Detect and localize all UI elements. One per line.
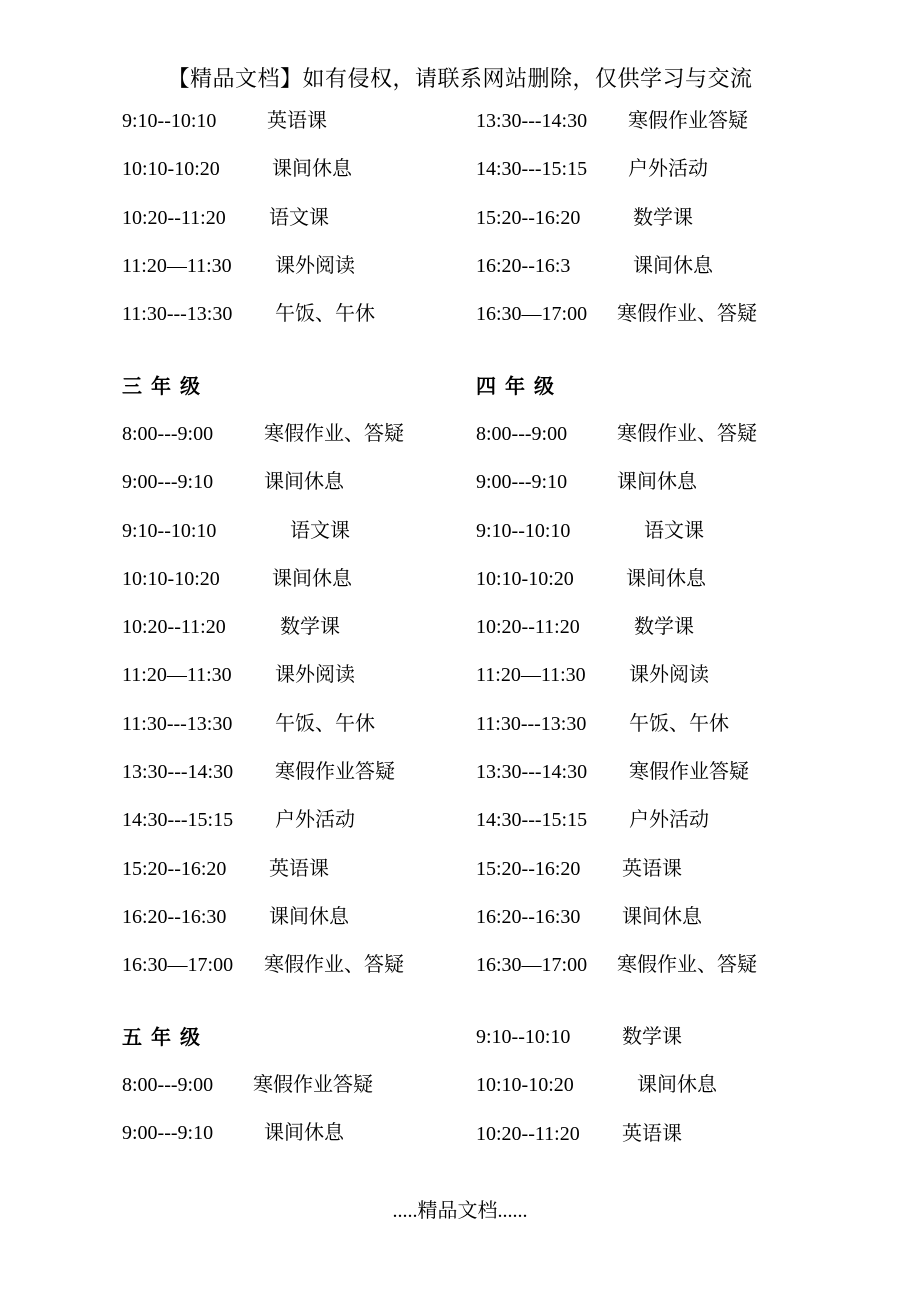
activity: 午饭、午休 — [275, 303, 375, 326]
time-slot: 15:20--16:20 — [476, 857, 581, 880]
activity: 寒假作业、答疑 — [264, 423, 404, 445]
time-slot: 9:00---9:10 — [122, 1122, 214, 1145]
time-slot: 8:00---9:00 — [122, 423, 214, 445]
activity: 语文课 — [290, 519, 350, 542]
time-slot: 11:30---13:30 — [476, 712, 587, 735]
activity: 户外活动 — [628, 158, 708, 181]
schedule-row — [476, 202, 896, 250]
activity: 课间休息 — [272, 158, 352, 181]
activity: 寒假作业、答疑 — [617, 303, 757, 326]
time-slot: 10:20--11:20 — [122, 206, 226, 229]
time-slot: 9:10--10:10 — [476, 1026, 571, 1048]
time-slot: 9:10--10:10 — [122, 519, 217, 542]
time-slot: 16:20--16:30 — [122, 905, 227, 928]
time-slot: 11:20—11:30 — [122, 254, 232, 277]
time-slot: 8:00---9:00 — [122, 1074, 214, 1096]
time-slot: 15:20--16:20 — [476, 206, 581, 229]
schedule-row — [476, 1118, 896, 1166]
schedule-row — [476, 418, 896, 466]
activity: 数学课 — [622, 1026, 682, 1048]
activity: 午饭、午休 — [275, 712, 375, 735]
time-slot: 14:30---15:15 — [476, 809, 588, 832]
schedule-row — [476, 466, 896, 514]
activity: 寒假作业、答疑 — [617, 423, 757, 445]
schedule-row — [476, 611, 896, 659]
time-slot: 16:30—17:00 — [476, 303, 588, 326]
schedule-row — [476, 804, 896, 852]
time-slot: 9:10--10:10 — [122, 110, 217, 132]
time-slot: 13:30---14:30 — [122, 761, 234, 784]
time-slot: 9:00---9:10 — [476, 471, 568, 494]
time-slot: 16:20--16:30 — [476, 905, 581, 928]
time-slot: 13:30---14:30 — [476, 761, 588, 784]
schedule-row — [476, 949, 896, 997]
time-slot: 15:20--16:20 — [122, 857, 227, 880]
time-slot: 16:30—17:00 — [122, 954, 234, 977]
activity: 寒假作业答疑 — [275, 761, 395, 784]
schedule-row — [476, 298, 896, 346]
schedule-row — [476, 853, 896, 901]
activity: 课间休息 — [622, 905, 702, 928]
activity: 英语课 — [267, 110, 327, 132]
activity: 课间休息 — [617, 471, 697, 494]
time-slot: 10:20--11:20 — [476, 616, 580, 639]
activity: 课间休息 — [637, 1074, 717, 1097]
grade3-title: 三年级 — [122, 374, 209, 398]
time-slot: 13:30---14:30 — [476, 110, 588, 132]
time-slot: 14:30---15:15 — [122, 809, 234, 832]
document-footer: .....精品文档...... — [392, 1200, 528, 1222]
activity: 数学课 — [633, 206, 693, 229]
document-header: 【精品文档】如有侵权，请联系网站删除，仅供学习与交流 — [167, 66, 753, 91]
activity: 课外阅读 — [629, 664, 709, 687]
grade4-title: 四年级 — [476, 374, 563, 398]
time-slot: 10:10-10:20 — [122, 567, 220, 590]
schedule-row — [476, 901, 896, 949]
activity: 寒假作业答疑 — [629, 761, 749, 784]
activity: 英语课 — [269, 857, 329, 880]
time-slot: 16:30—17:00 — [476, 954, 588, 977]
time-slot: 8:00---9:00 — [476, 423, 568, 445]
activity: 午饭、午休 — [629, 712, 729, 735]
grade4-section — [476, 370, 896, 418]
time-slot: 11:30---13:30 — [122, 303, 233, 326]
schedule-row — [476, 708, 896, 756]
schedule-row — [476, 659, 896, 707]
time-slot: 10:20--11:20 — [122, 616, 226, 639]
activity: 课间休息 — [269, 905, 349, 928]
activity: 数学课 — [280, 616, 340, 639]
activity: 寒假作业、答疑 — [264, 954, 404, 977]
time-slot: 16:20--16:3 — [476, 254, 571, 277]
time-slot: 11:20—11:30 — [122, 664, 232, 687]
activity: 课间休息 — [264, 471, 344, 494]
time-slot: 14:30---15:15 — [476, 158, 588, 181]
schedule-row — [476, 250, 896, 298]
activity: 数学课 — [634, 616, 694, 639]
activity: 英语课 — [622, 857, 682, 880]
right-bottom-schedule — [476, 1021, 896, 1166]
activity: 课间休息 — [272, 567, 352, 590]
activity: 寒假作业答疑 — [628, 110, 748, 132]
time-slot: 11:30---13:30 — [122, 712, 233, 735]
time-slot: 11:20—11:30 — [476, 664, 586, 687]
time-slot: 10:20--11:20 — [476, 1122, 580, 1145]
activity: 寒假作业答疑 — [253, 1074, 373, 1096]
activity: 户外活动 — [629, 809, 709, 832]
schedule-row — [476, 153, 896, 201]
activity: 课间休息 — [264, 1122, 344, 1145]
right-column — [476, 0, 896, 1302]
activity: 寒假作业、答疑 — [617, 954, 757, 977]
activity: 课外阅读 — [275, 664, 355, 687]
schedule-row — [476, 1021, 896, 1069]
grade4-schedule — [476, 418, 896, 998]
activity: 课外阅读 — [275, 254, 355, 277]
grade5-title: 五年级 — [122, 1025, 209, 1049]
schedule-row — [476, 515, 896, 563]
schedule-row — [476, 105, 896, 153]
schedule-row — [476, 756, 896, 804]
schedule-row — [476, 563, 896, 611]
activity: 户外活动 — [275, 809, 355, 832]
time-slot: 10:10-10:20 — [476, 1074, 574, 1097]
schedule-row — [476, 1069, 896, 1117]
time-slot: 10:10-10:20 — [476, 567, 574, 590]
activity: 语文课 — [644, 519, 704, 542]
time-slot: 9:00---9:10 — [122, 471, 214, 494]
time-slot: 10:10-10:20 — [122, 158, 220, 181]
right-top-schedule — [476, 105, 896, 346]
activity: 课间休息 — [633, 254, 713, 277]
time-slot: 9:10--10:10 — [476, 519, 571, 542]
activity: 英语课 — [622, 1122, 682, 1145]
activity: 课间休息 — [626, 567, 706, 590]
activity: 语文课 — [269, 206, 329, 229]
